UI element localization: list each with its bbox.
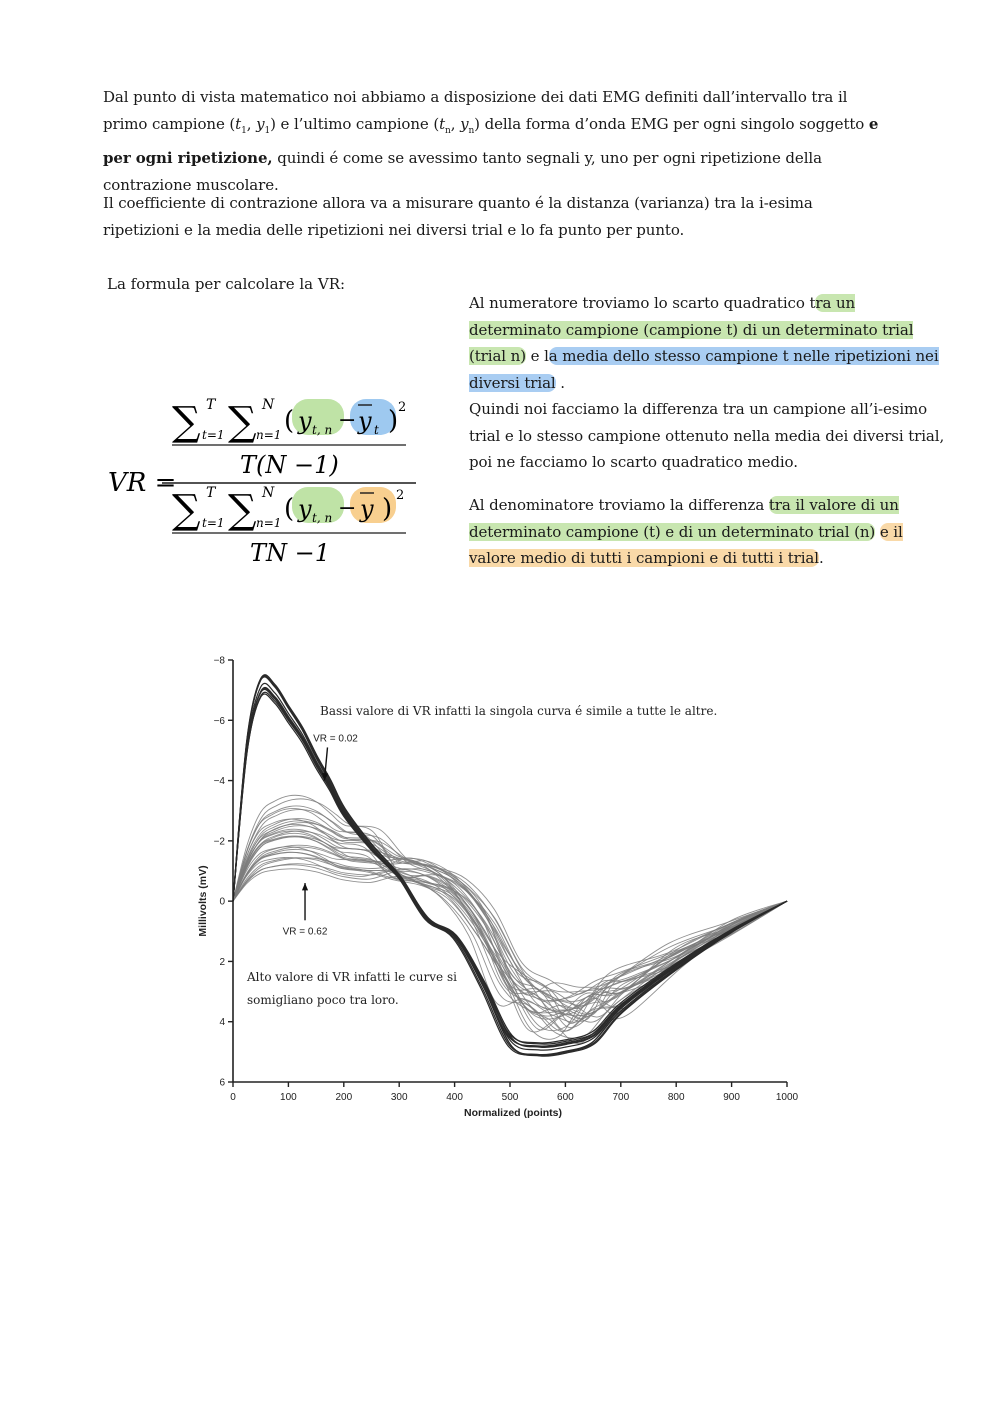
x-tick-label: 600	[557, 1092, 574, 1103]
sum-upper: T	[206, 397, 216, 413]
x-tick-label: 200	[335, 1092, 353, 1103]
x-tick-label: 1000	[775, 1092, 799, 1103]
paragraph-text: ,	[246, 115, 257, 133]
paren-open: (	[284, 494, 295, 524]
y-tn: y	[298, 495, 312, 523]
x-tick-label: 0	[230, 1092, 236, 1103]
high-vr-annotation: Alto valore di VR infatti le curve si somigliano poco tra loro.	[247, 970, 457, 1007]
paragraph-text: .	[818, 549, 824, 567]
highlight-blue: a media dello stesso campione t nelle ripetizioni nei diversi trial	[469, 347, 939, 392]
vr-formula	[100, 385, 430, 575]
denominator-text: TN −1	[250, 539, 331, 567]
denominator-text: T(N −1)	[240, 451, 339, 479]
bold-text: e per ogni ripetizione,	[103, 115, 879, 167]
arrow-head-icon	[302, 883, 308, 890]
paragraph-text: Quindi noi facciamo la differenza tra un campione all’i-esimo trial e lo stesso campione ottenuto nella media dei diversi trial, poi ne facciamo lo scarto quadratico medio.	[469, 400, 945, 471]
paragraph-text: ,	[450, 115, 461, 133]
denominator-explanation	[469, 492, 949, 572]
y-tick-label: −4	[213, 776, 225, 788]
y-tick-label: −8	[213, 655, 225, 667]
symbol-t: t	[439, 115, 446, 133]
sum-lower: t=1	[202, 428, 225, 442]
sum-lower: n=1	[256, 516, 282, 530]
x-tick-label: 300	[390, 1092, 408, 1103]
sum-upper: T	[206, 485, 216, 501]
intro-paragraph	[103, 84, 883, 199]
exponent: 2	[398, 400, 407, 415]
y-axis-label: Millivolts (mV)	[197, 865, 209, 937]
paragraph-text: Al numeratore troviamo lo scarto quadratico t	[469, 294, 816, 312]
highlight-green: tra il valore di un determinato campione (t) e di un determinato trial (n)	[469, 496, 899, 541]
y-tick-label: 2	[219, 956, 225, 968]
y-tn-sub: t, n	[312, 511, 333, 525]
paragraph-text: quindi é come se avessimo tanto segnali y, uno per ogni ripetizione della contrazione muscolare.	[103, 149, 822, 194]
y-tn: y	[298, 407, 312, 435]
sum-upper: N	[262, 397, 275, 413]
minus-sign: −	[338, 408, 357, 433]
x-tick-label: 800	[667, 1092, 685, 1103]
numerator-explanation	[469, 290, 949, 476]
y-tick-label: 6	[219, 1077, 225, 1089]
paragraph-text: e l	[525, 347, 549, 365]
minus-sign: −	[338, 496, 357, 521]
symbol-t: t	[235, 115, 242, 133]
low-vr-annotation: Bassi valore di VR infatti la singola curva é simile a tutte le altre.	[320, 704, 718, 718]
chart-axes	[233, 660, 787, 1082]
y-tick-label: 0	[219, 896, 225, 908]
highlight-green: ra un determinato campione (campione t) di un determinato trial (trial n)	[469, 294, 914, 365]
subscript: 1	[264, 126, 271, 136]
y-bar: y	[360, 495, 374, 523]
subscript: 1	[241, 126, 247, 136]
y-tick-label: 4	[219, 1017, 225, 1029]
x-tick-label: 500	[501, 1092, 519, 1103]
y-tick-label: −6	[213, 715, 225, 727]
sum-lower: n=1	[256, 428, 282, 442]
symbol-y: y	[256, 115, 265, 133]
paren-close: )	[382, 494, 393, 524]
y-tn-sub: t, n	[312, 423, 333, 437]
paren-open: (	[284, 406, 295, 436]
formula-intro: La formula per calcolare la VR:	[107, 275, 346, 293]
vr-definition-paragraph: Il coefficiente di contrazione allora va a misurare quanto é la distanza (varianza) tra la i-esima ripetizioni e la media delle ripetizioni nei diversi trial e lo fa punto per punto.	[103, 194, 813, 239]
subscript: n	[445, 126, 451, 136]
x-axis-label: Normalized (points)	[463, 1107, 563, 1119]
highlight-orange: e il valore medio di tutti i campioni e di tutti i trial	[469, 522, 903, 567]
sum-symbol: ∑	[228, 487, 257, 533]
y-tick-label: −2	[213, 836, 225, 848]
vr-label: VR = 0.62	[282, 926, 328, 938]
paragraph-text: ) e l’ultimo campione (	[270, 115, 440, 133]
y-bar-t-sub: t	[374, 423, 379, 437]
sum-symbol: ∑	[172, 399, 201, 445]
paragraph-text: Dal punto di vista matematico noi abbiamo a disposizione dei dati EMG definiti dall’intervallo tra il primo campione (	[103, 88, 848, 133]
sum-symbol: ∑	[172, 487, 201, 533]
paragraph-text: Al denominatore troviamo la differenza	[469, 496, 769, 514]
y-bar-t: y	[358, 407, 372, 435]
x-tick-label: 700	[612, 1092, 630, 1103]
vr-label: VR = 0.02	[313, 733, 358, 745]
sum-upper: N	[262, 485, 275, 501]
paren-close: )	[388, 406, 399, 436]
paragraph-text: ) della forma d’onda EMG per ogni singolo soggetto	[474, 115, 869, 133]
vr-symbol: VR =	[108, 468, 177, 498]
x-tick-label: 900	[723, 1092, 740, 1103]
exponent: 2	[396, 488, 405, 503]
symbol-y: y	[460, 115, 469, 133]
sum-symbol: ∑	[228, 399, 257, 445]
x-tick-label: 100	[280, 1092, 297, 1103]
paragraph-text: .	[555, 373, 565, 392]
x-tick-label: 400	[446, 1092, 463, 1103]
sum-lower: t=1	[202, 516, 225, 530]
subscript: n	[468, 126, 475, 136]
